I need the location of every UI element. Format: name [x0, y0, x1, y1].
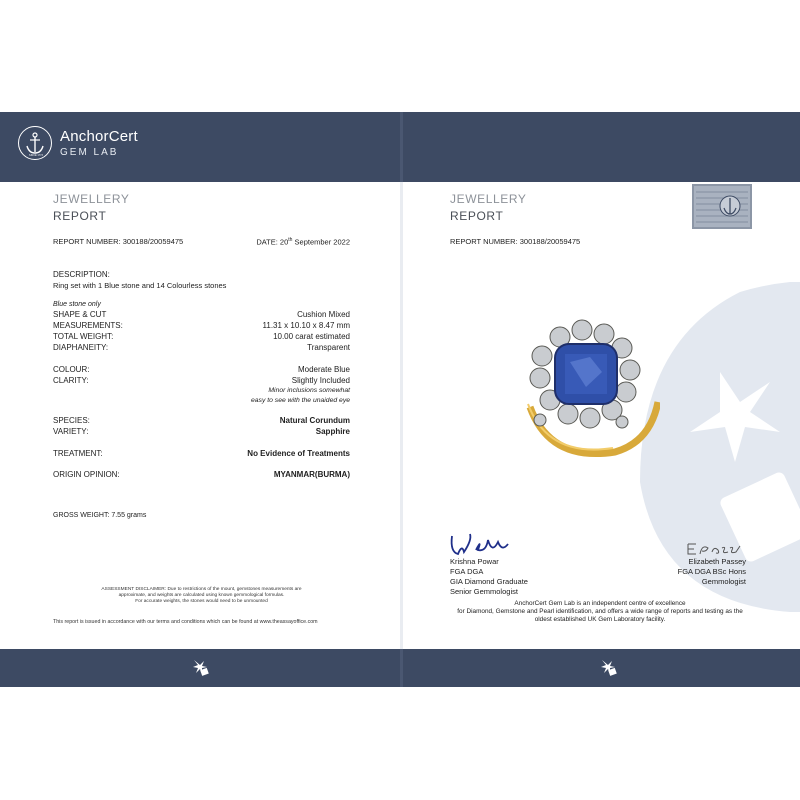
- gross-weight: GROSS WEIGHT: 7.55 grams: [53, 512, 147, 519]
- value-variety: Sapphire: [315, 427, 350, 436]
- left-title-report: REPORT: [53, 209, 107, 223]
- value-total-weight: 10.00 carat estimated: [273, 332, 350, 341]
- anchor-icon: SINCE 1773: [18, 126, 52, 160]
- value-treatment: No Evidence of Treatments: [247, 449, 350, 458]
- value-shape-cut: Cushion Mixed: [297, 310, 350, 319]
- value-clarity: Slightly Included: [291, 376, 350, 385]
- right-title-report: REPORT: [450, 209, 504, 223]
- label-colour: COLOUR:: [53, 365, 90, 374]
- right-report-number: REPORT NUMBER: 300188/20059475: [450, 237, 581, 246]
- description-text: Ring set with 1 Blue stone and 14 Colourless stones: [53, 281, 227, 290]
- sig2-qual: FGA DGA BSc Hons: [677, 567, 746, 576]
- anchorcert-logo: [18, 126, 138, 160]
- signature-krishna-powar: [448, 530, 518, 560]
- value-measurements: 11.31 x 10.10 x 8.47 mm: [262, 321, 350, 330]
- label-measurements: MEASUREMENTS:: [53, 321, 123, 330]
- label-diaphaneity: DIAPHANEITY:: [53, 343, 109, 352]
- sig2-name: Elizabeth Passey: [688, 557, 746, 566]
- ring-photo: [510, 312, 660, 462]
- footer-emblem-icon: [190, 657, 210, 677]
- footer-emblem-icon: [598, 657, 618, 677]
- value-colour: Moderate Blue: [297, 365, 350, 374]
- value-species: Natural Corundum: [279, 416, 350, 425]
- disclaimer-line-3: For accurate weights, the stones would need to be unmounted: [135, 599, 268, 604]
- sig1-qual-1: FGA DGA: [450, 567, 484, 576]
- label-species: SPECIES:: [53, 416, 90, 425]
- clarity-note-2: easy to see with the unaided eye: [251, 397, 350, 404]
- label-clarity: CLARITY:: [53, 376, 89, 385]
- report-date: DATE: 20th September 2022: [256, 237, 350, 247]
- description-label: DESCRIPTION:: [53, 270, 110, 279]
- page-fold: [400, 112, 403, 687]
- sig1-name: Krishna Powar: [450, 557, 499, 566]
- brand-sub: GEM LAB: [60, 147, 119, 158]
- clarity-note-1: Minor inclusions somewhat: [268, 387, 350, 394]
- label-treatment: TREATMENT:: [53, 449, 103, 458]
- terms-text: This report is issued in accordance with our terms and conditions which can be found at www.theassayoffice.com: [53, 619, 318, 625]
- left-title-jewellery: JEWELLERY: [53, 192, 130, 206]
- brand-name: AnchorCert: [60, 128, 138, 145]
- sig1-role: Senior Gemmologist: [450, 587, 518, 596]
- report-card: [0, 112, 800, 687]
- signature-elizabeth-passey: [684, 540, 744, 558]
- disclaimer-line-1: ASSESSMENT DISCLAIMER: Due to restrictions of the mount, gemstones measurements are: [101, 587, 302, 592]
- sig2-role: Gemmologist: [701, 577, 746, 586]
- left-report-number: REPORT NUMBER: 300188/20059475: [53, 237, 184, 246]
- value-diaphaneity: Transparent: [307, 343, 350, 352]
- disclaimer-line-2: approximate, and weights are calculated using known gemmological formulas.: [118, 593, 285, 598]
- label-variety: VARIETY:: [53, 427, 89, 436]
- blue-stone-only: Blue stone only: [53, 301, 101, 308]
- label-origin: ORIGIN OPINION:: [53, 470, 120, 479]
- label-shape-cut: SHAPE & CUT: [53, 310, 107, 319]
- right-title-jewellery: JEWELLERY: [450, 192, 527, 206]
- sig1-qual-2: GIA Diamond Graduate: [450, 577, 528, 586]
- value-origin: MYANMAR(BURMA): [273, 470, 350, 479]
- label-total-weight: TOTAL WEIGHT:: [53, 332, 114, 341]
- lab-description: AnchorCert Gem Lab is an independent centre of excellence for Diamond, Gemstone and Pearl identification, and offers a wide range of reports and testing as the oldest established UK Gem Laboratory facility.: [457, 600, 743, 623]
- hologram-seal: [692, 184, 752, 229]
